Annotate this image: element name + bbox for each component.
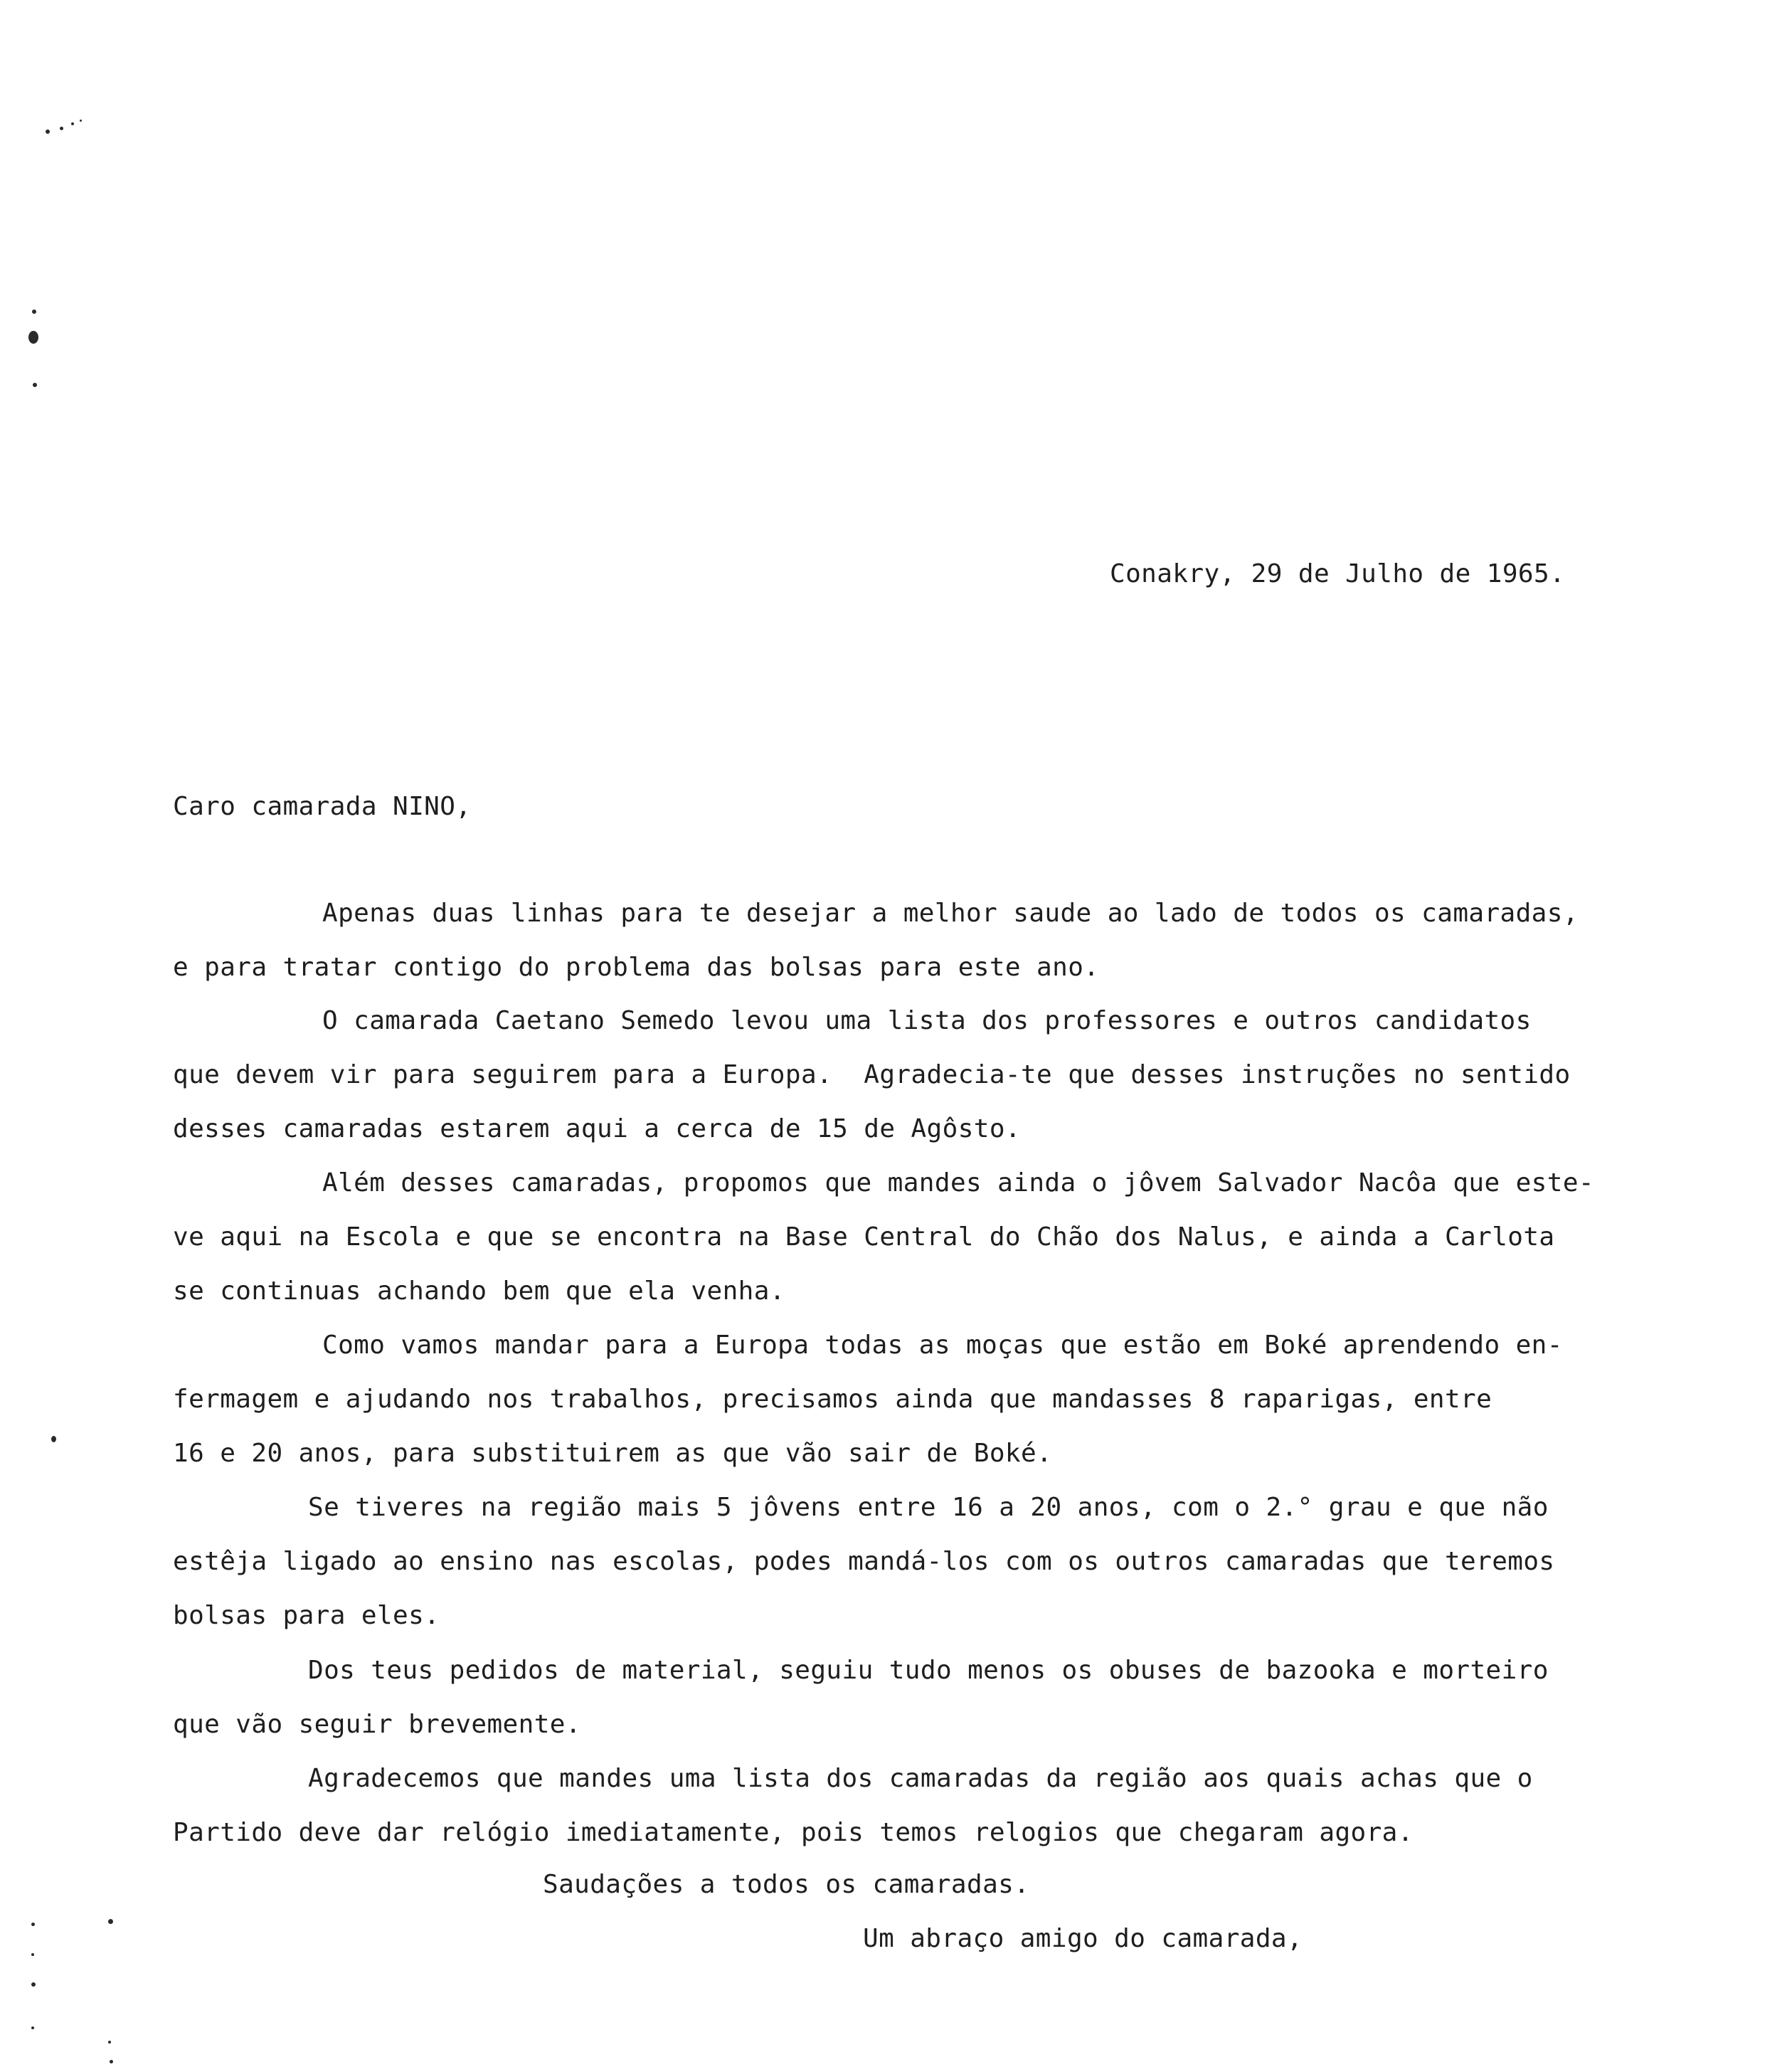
scan-speck (33, 383, 37, 387)
body-line: Como vamos mandar para a Europa todas as moças que estão em Boké aprendendo en- (322, 1331, 1563, 1360)
scan-speck (71, 122, 74, 125)
scan-speck (32, 310, 36, 314)
body-line: e para tratar contigo do problema das bolsas para este ano. (173, 953, 1100, 982)
letter-greeting: Saudações a todos os camaradas. (543, 1870, 1030, 1899)
body-line: que devem vir para seguirem para a Europa. Agradecia-te que desses instruções no sentido (173, 1060, 1571, 1089)
letter-salutation: Caro camarada NINO, (173, 792, 472, 821)
scan-speck (31, 2026, 34, 2029)
scan-speck (28, 331, 38, 344)
body-line: desses camaradas estarem aqui a cerca de 15 de Agôsto. (173, 1114, 1021, 1143)
body-line: O camarada Caetano Semedo levou uma lista dos professores e outros candidatos (322, 1006, 1532, 1035)
body-line: ve aqui na Escola e que se encontra na Base Central do Chão dos Nalus, e ainda a Carlota (173, 1222, 1555, 1252)
scan-speck (80, 120, 82, 122)
scan-speck (108, 2041, 111, 2044)
body-line: que vão seguir brevemente. (173, 1710, 581, 1739)
body-line: 16 e 20 anos, para substituirem as que vão sair de Boké. (173, 1439, 1053, 1468)
body-line: Agradecemos que mandes uma lista dos camaradas da região aos quais achas que o (308, 1764, 1533, 1793)
scan-speck (51, 1436, 56, 1442)
scan-speck (31, 1953, 34, 1956)
body-line: Além desses camaradas, propomos que mandes ainda o jôvem Salvador Nacôa que este- (322, 1168, 1594, 1198)
scan-speck (108, 1919, 113, 1924)
body-line: estêja ligado ao ensino nas escolas, podes mandá-los com os outros camaradas que teremos (173, 1547, 1555, 1576)
letter-date: Conakry, 29 de Julho de 1965. (1110, 559, 1566, 588)
body-line: Apenas duas linhas para te desejar a melhor saude ao lado de todos os camaradas, (322, 899, 1579, 928)
body-line: Se tiveres na região mais 5 jôvens entre 16 a 20 anos, com o 2.° grau e que não (308, 1493, 1549, 1522)
scan-speck (46, 130, 50, 134)
scan-speck (31, 1982, 36, 1987)
body-line: bolsas para eles. (173, 1601, 440, 1630)
scan-speck (60, 127, 63, 130)
letter-closing: Um abraço amigo do camarada, (863, 1924, 1303, 1953)
body-line: fermagem e ajudando nos trabalhos, precisamos ainda que mandasses 8 raparigas, entre (173, 1385, 1492, 1414)
body-line: Partido deve dar relógio imediatamente, pois temos relogios que chegaram agora. (173, 1818, 1414, 1847)
body-line: Dos teus pedidos de material, seguiu tudo menos os obuses de bazooka e morteiro (308, 1656, 1549, 1685)
scan-speck (110, 2060, 113, 2063)
scan-speck (31, 1923, 35, 1926)
body-line: se continuas achando bem que ela venha. (173, 1276, 785, 1306)
